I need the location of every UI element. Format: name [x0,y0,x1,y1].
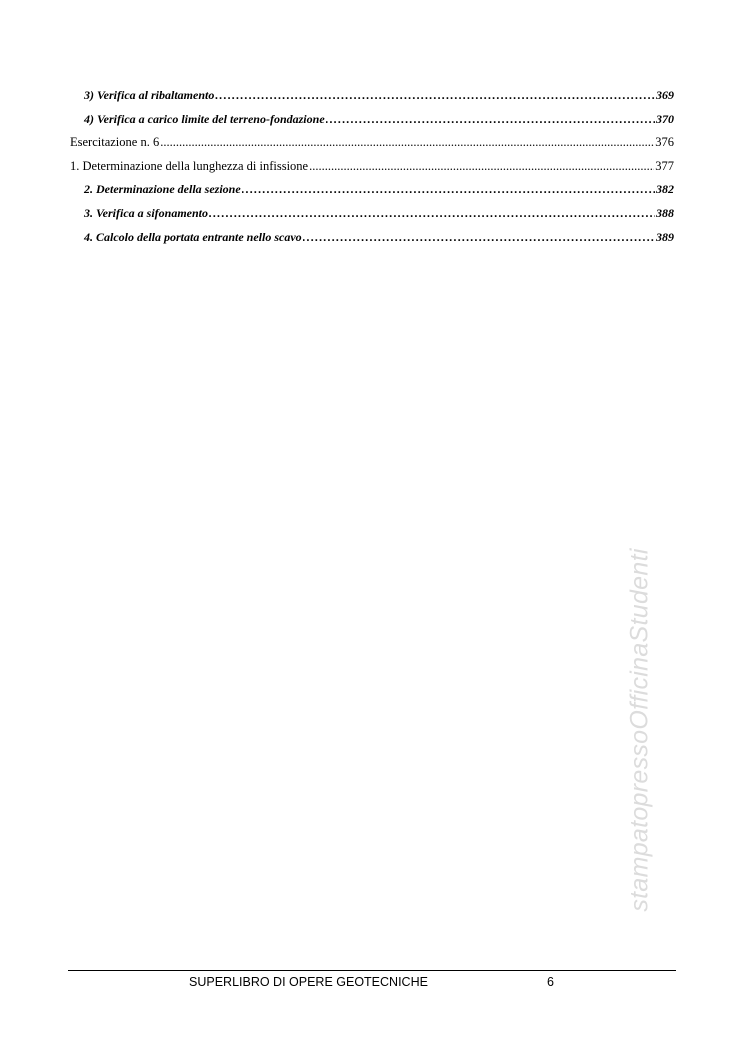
toc-entry[interactable] [70,182,674,206]
toc-entry-title: 4. Calcolo della portata entrante nello scavo [84,229,302,244]
toc-entry[interactable] [70,230,674,254]
toc-entry[interactable] [70,206,674,230]
toc-entry-page: 370 [656,111,674,126]
toc-entry-title: 2. Determinazione della sezione [84,182,241,197]
watermark-text: stampatopressoOfficinaStudenti [625,548,654,912]
toc-dot-leader [160,135,654,150]
toc-entry-page: 369 [656,88,674,102]
toc-entry[interactable] [70,112,674,136]
toc-entry-page: 389 [656,229,674,244]
toc-entry-title: Esercitazione n. 6 [70,135,160,150]
toc-entry-title: 3. Verifica a sifonamento [84,205,209,220]
toc-entry-page: 382 [656,182,674,197]
toc-dot-leader [215,88,655,103]
toc-dot-leader [303,230,655,245]
toc-dot-leader [209,206,655,221]
toc-entry-page: 377 [655,158,674,173]
footer-divider [68,970,676,971]
toc-dot-leader [309,159,654,174]
toc-dot-leader [326,112,655,127]
toc-entry-page: 376 [655,135,674,150]
toc-entry-title: 4) Verifica a carico limite del terreno-fondazione [84,111,325,126]
toc-entry[interactable] [70,159,674,183]
toc-entry-title: 3) Verifica al ribaltamento [84,88,215,102]
footer-page-number: 6 [547,975,554,989]
toc-entry-title: 1. Determinazione della lunghezza di infissione [70,158,309,173]
toc-entry-page: 388 [656,205,674,220]
toc-dot-leader [242,182,655,197]
toc-entry[interactable] [70,88,674,112]
footer-book-title: SUPERLIBRO DI OPERE GEOTECNICHE [189,975,428,989]
table-of-contents [70,88,674,253]
toc-entry[interactable] [70,135,674,159]
